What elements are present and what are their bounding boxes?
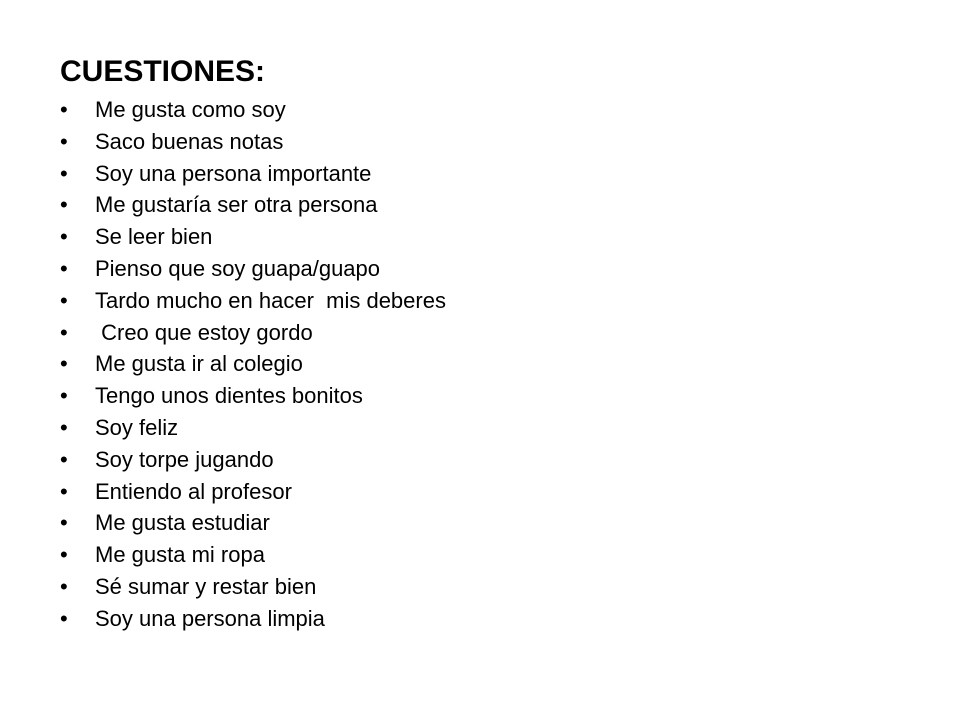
bullet-icon: •	[60, 128, 68, 154]
bullet-icon: •	[60, 542, 68, 568]
list-item-text: Pienso que soy guapa/guapo	[95, 255, 381, 281]
list-item-text: Tardo mucho en hacer mis deberes	[95, 287, 446, 313]
list-item-text: Me gusta ir al colegio	[95, 351, 303, 377]
list-item-text: Soy feliz	[95, 414, 179, 440]
list-item-text: Creo que estoy gordo	[95, 319, 313, 345]
bullet-icon: •	[60, 446, 68, 472]
bullet-icon: •	[60, 160, 68, 186]
list-item-text: Saco buenas notas	[95, 128, 284, 154]
bullet-icon: •	[60, 287, 68, 313]
list-item-text: Entiendo al profesor	[95, 478, 292, 504]
list-item-text: Soy torpe jugando	[95, 446, 274, 472]
bullet-icon: •	[60, 192, 68, 218]
bullet-icon: •	[60, 573, 68, 599]
bullet-icon: •	[60, 510, 68, 536]
list-item-text: Se leer bien	[95, 224, 213, 250]
bullet-icon: •	[60, 255, 68, 281]
bullet-icon: •	[60, 97, 68, 122]
list-item-text: Me gusta como soy	[95, 97, 286, 122]
list-item-text: Sé sumar y restar bien	[95, 573, 317, 599]
list-item-text: Soy una persona importante	[95, 160, 372, 186]
list-item-text: Me gustaría ser otra persona	[95, 192, 378, 218]
bullet-icon: •	[60, 224, 68, 250]
bullet-icon: •	[60, 351, 68, 377]
list-item-text: Me gusta estudiar	[95, 510, 270, 536]
list-item-text: Tengo unos dientes bonitos	[95, 383, 363, 409]
bullet-icon: •	[60, 478, 68, 504]
slide-title: CUESTIONES:	[60, 55, 266, 88]
bullet-icon: •	[60, 414, 68, 440]
list-item-text: Soy una persona limpia	[95, 605, 325, 631]
bullet-icon: •	[60, 605, 68, 631]
list-item-text: Me gusta mi ropa	[95, 542, 265, 568]
bullet-icon: •	[60, 319, 68, 345]
bullet-icon: •	[60, 383, 68, 409]
